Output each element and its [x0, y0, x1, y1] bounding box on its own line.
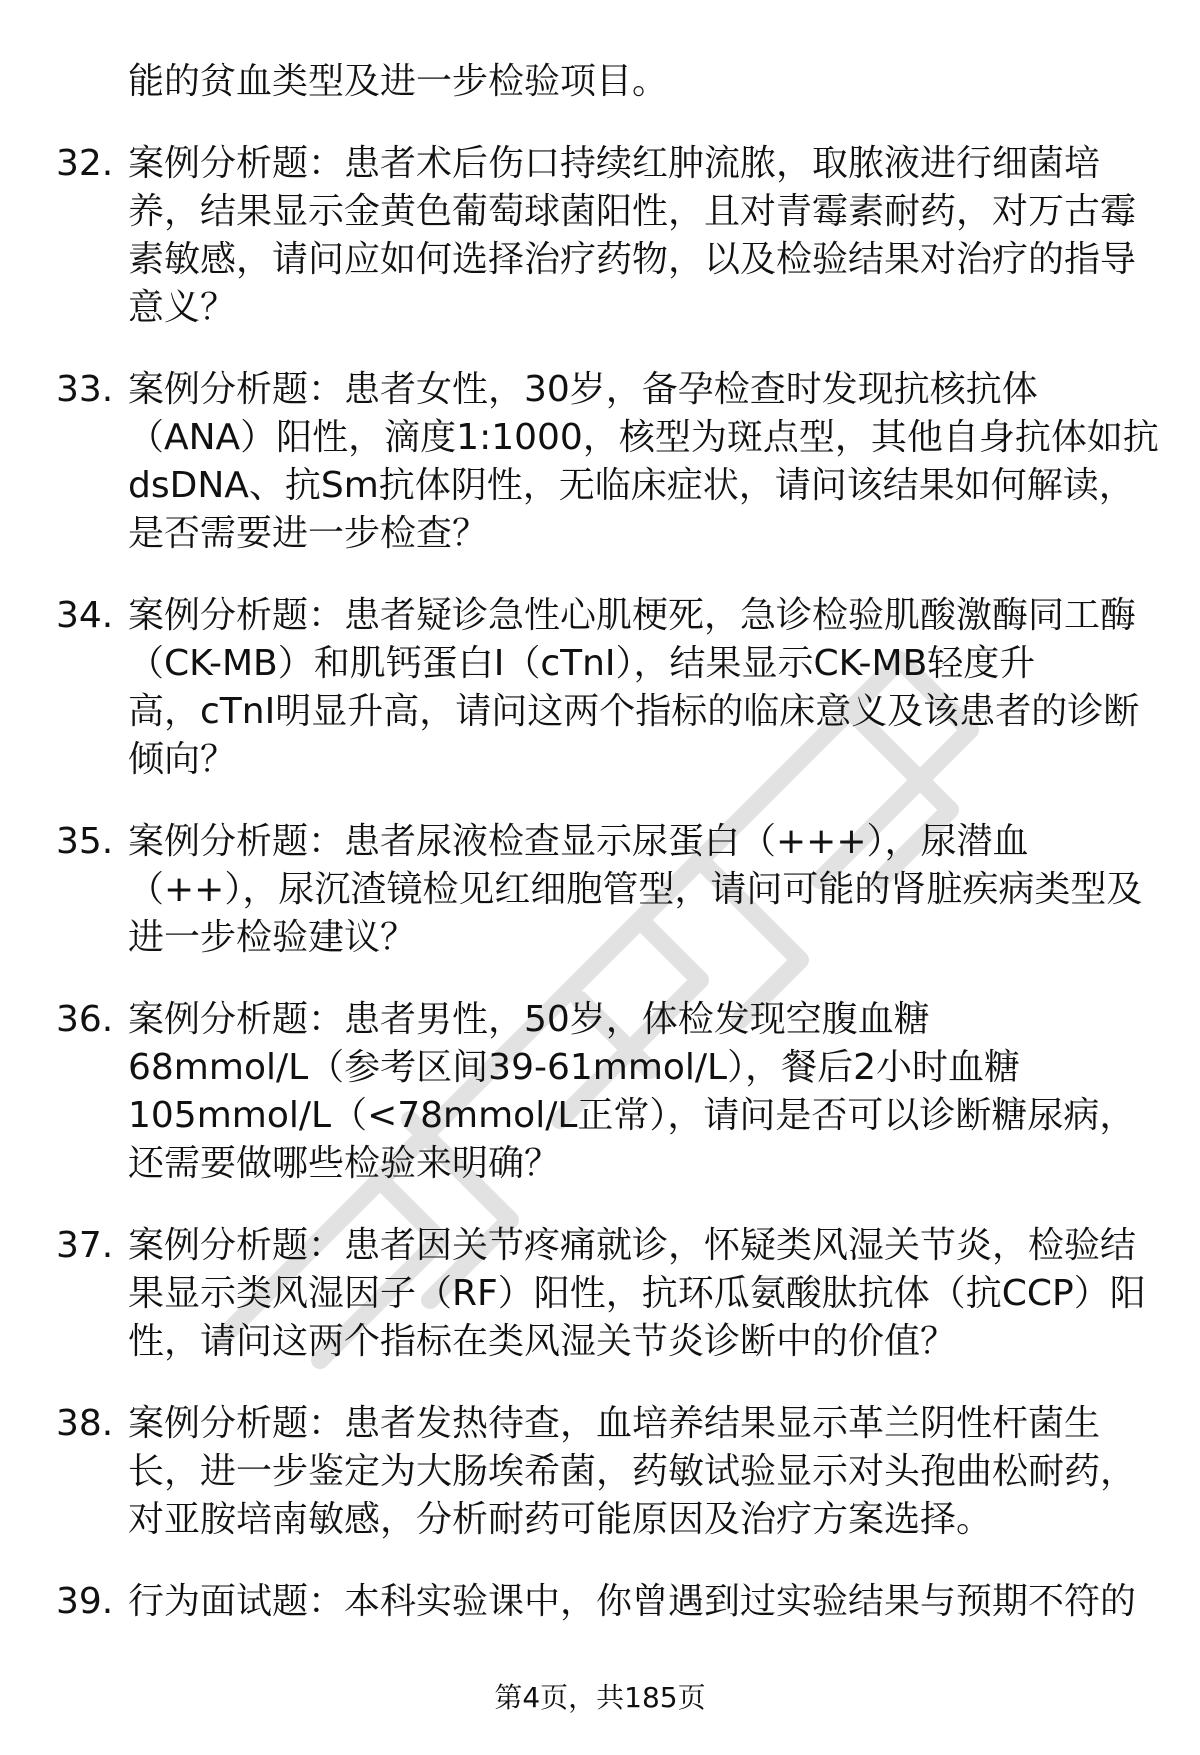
question-line: （ANA）阳性，滴度1:1000，核型为斑点型，其他自身抗体如抗	[128, 417, 1159, 458]
question-line: 68mmol/L（参考区间39-61mmol/L），餐后2小时血糖	[128, 1047, 1021, 1088]
question-number: 39.	[56, 1581, 114, 1622]
question-text	[128, 1400, 1156, 1544]
question-line: 养，结果显示金黄色葡萄球菌阳性，且对青霉素耐药，对万古霉	[128, 191, 1137, 232]
question-text	[128, 366, 1159, 558]
question-number: 38.	[56, 1403, 114, 1444]
question-text	[128, 1578, 1156, 1626]
question-33	[56, 366, 1159, 558]
question-line: 案例分析题：患者疑诊急性心肌梗死，急诊检验肌酸激酶同工酶	[128, 595, 1137, 636]
question-number: 33.	[56, 369, 114, 410]
question-39	[56, 1578, 1156, 1626]
intro-continuation: 能的贫血类型及进一步检验项目。	[128, 61, 669, 102]
page-footer: 第4页，共185页	[494, 1681, 706, 1714]
question-line: 进一步检验建议？	[128, 917, 417, 958]
question-line: 案例分析题：患者尿液检查显示尿蛋白（+++），尿潜血	[128, 821, 1029, 862]
question-37	[56, 1222, 1156, 1366]
question-list	[56, 58, 1159, 1626]
question-line: 105mmol/L（<78mmol/L正常），请问是否可以诊断糖尿病，	[128, 1095, 1136, 1136]
question-35	[56, 818, 1156, 962]
question-number: 34.	[56, 595, 114, 636]
question-line: 案例分析题：患者发热待查，血培养结果显示革兰阴性杆菌生	[128, 1403, 1101, 1444]
question-line: 还需要做哪些检验来明确？	[128, 1143, 561, 1184]
question-number: 32.	[56, 143, 114, 184]
question-36	[56, 996, 1156, 1188]
question-line: 行为面试题：本科实验课中，你曾遇到过实验结果与预期不符的	[128, 1581, 1137, 1622]
question-line: 意义？	[128, 287, 237, 328]
question-text	[128, 592, 1156, 784]
question-text	[128, 818, 1156, 962]
question-line: 性，请问这两个指标在类风湿关节炎诊断中的价值？	[128, 1321, 957, 1362]
question-line: 案例分析题：患者男性，50岁，体检发现空腹血糖	[128, 999, 930, 1040]
question-line: 高，cTnI明显升高，请问这两个指标的临床意义及该患者的诊断	[128, 691, 1140, 732]
question-line: （CK-MB）和肌钙蛋白I（cTnI），结果显示CK-MB轻度升	[128, 643, 1036, 684]
question-32	[56, 140, 1156, 332]
question-line: 果显示类风湿因子（RF）阳性，抗环瓜氨酸肽抗体（抗CCP）阳	[128, 1273, 1146, 1314]
question-line: （++），尿沉渣镜检见红细胞管型，请问可能的肾脏疾病类型及	[128, 869, 1143, 910]
question-text	[128, 1222, 1156, 1366]
question-line: 案例分析题：患者术后伤口持续红肿流脓，取脓液进行细菌培	[128, 143, 1101, 184]
question-34	[56, 592, 1156, 784]
question-number: 35.	[56, 821, 114, 862]
question-38	[56, 1400, 1156, 1544]
question-text	[128, 996, 1156, 1188]
question-text	[128, 140, 1156, 332]
question-line: 素敏感，请问应如何选择治疗药物，以及检验结果对治疗的指导	[128, 239, 1137, 280]
question-line: 案例分析题：患者女性，30岁，备孕检查时发现抗核抗体	[128, 369, 1038, 410]
question-line: dsDNA、抗Sm抗体阴性，无临床症状，请问该结果如何解读，	[128, 465, 1135, 506]
question-line: 长，进一步鉴定为大肠埃希菌，药敏试验显示对头孢曲松耐药，	[128, 1451, 1137, 1492]
question-number: 37.	[56, 1225, 114, 1266]
question-line: 案例分析题：患者因关节疼痛就诊，怀疑类风湿关节炎，检验结	[128, 1225, 1137, 1266]
question-number: 36.	[56, 999, 114, 1040]
question-line: 倾向？	[128, 739, 237, 780]
question-line: 是否需要进一步检查？	[128, 513, 489, 554]
question-line: 对亚胺培南敏感，分析耐药可能原因及治疗方案选择。	[128, 1499, 993, 1540]
